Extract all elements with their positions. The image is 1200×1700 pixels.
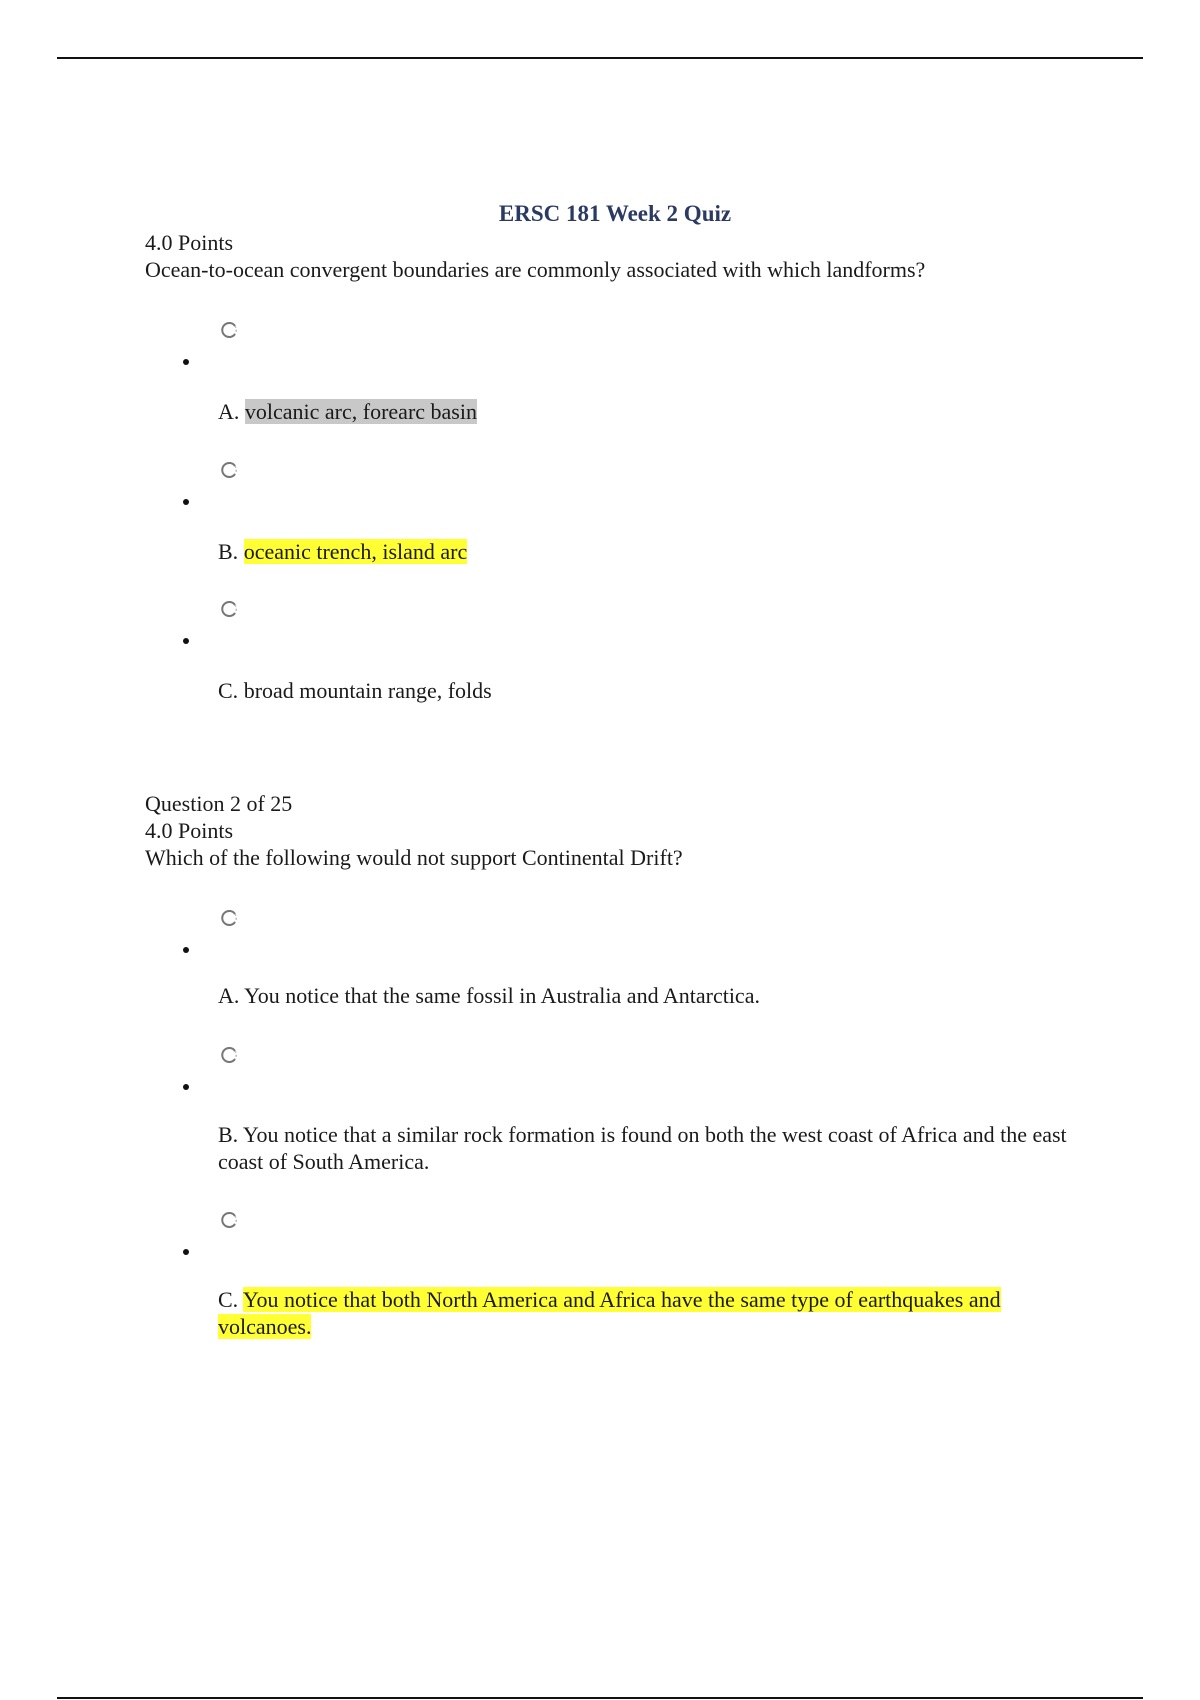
option-letter: C. [218,678,239,703]
bullet-icon [183,499,189,505]
q1-option-b[interactable] [218,538,467,565]
q2-points: 4.0 Points [145,818,234,843]
bullet-icon [183,1084,189,1090]
radio-icon[interactable] [220,321,238,339]
option-letter: B. [218,1122,239,1147]
option-text: You notice that the same fossil in Australia and Antarctica. [244,983,760,1008]
q2-option-c[interactable] [218,1286,1078,1340]
option-text: You notice that a similar rock formation is found on both the west coast of Africa and the east coast of South America. [218,1122,1067,1174]
q2-option-b[interactable] [218,1121,1078,1175]
option-letter: A. [218,399,240,424]
q2-prompt: Which of the following would not support Continental Drift? [145,845,683,870]
bullet-icon [183,947,189,953]
radio-icon[interactable] [220,1211,238,1229]
q1-option-c[interactable] [218,677,492,704]
q2-option-a[interactable] [218,982,760,1009]
option-text: broad mountain range, folds [243,678,492,703]
radio-icon[interactable] [220,600,238,618]
option-text: You notice that both North America and Africa have the same type of earthquakes and volcanoes. [218,1287,1001,1339]
option-letter: C. [218,1287,239,1312]
bullet-icon [183,359,189,365]
top-rule [57,57,1143,59]
q2-number: Question 2 of 25 [145,791,293,816]
option-letter: A. [218,983,240,1008]
option-text: oceanic trench, island arc [243,539,468,564]
quiz-title: ERSC 181 Week 2 Quiz [498,201,732,226]
q1-prompt: Ocean-to-ocean convergent boundaries are commonly associated with which landforms? [145,257,926,282]
radio-icon[interactable] [220,1046,238,1064]
bottom-rule [57,1697,1143,1699]
radio-icon[interactable] [220,461,238,479]
bullet-icon [183,638,189,644]
radio-icon[interactable] [220,909,238,927]
bullet-icon [183,1249,189,1255]
q1-points: 4.0 Points [145,230,234,255]
q1-option-a[interactable] [218,398,477,425]
option-letter: B. [218,539,239,564]
option-text: volcanic arc, forearc basin [244,399,477,424]
